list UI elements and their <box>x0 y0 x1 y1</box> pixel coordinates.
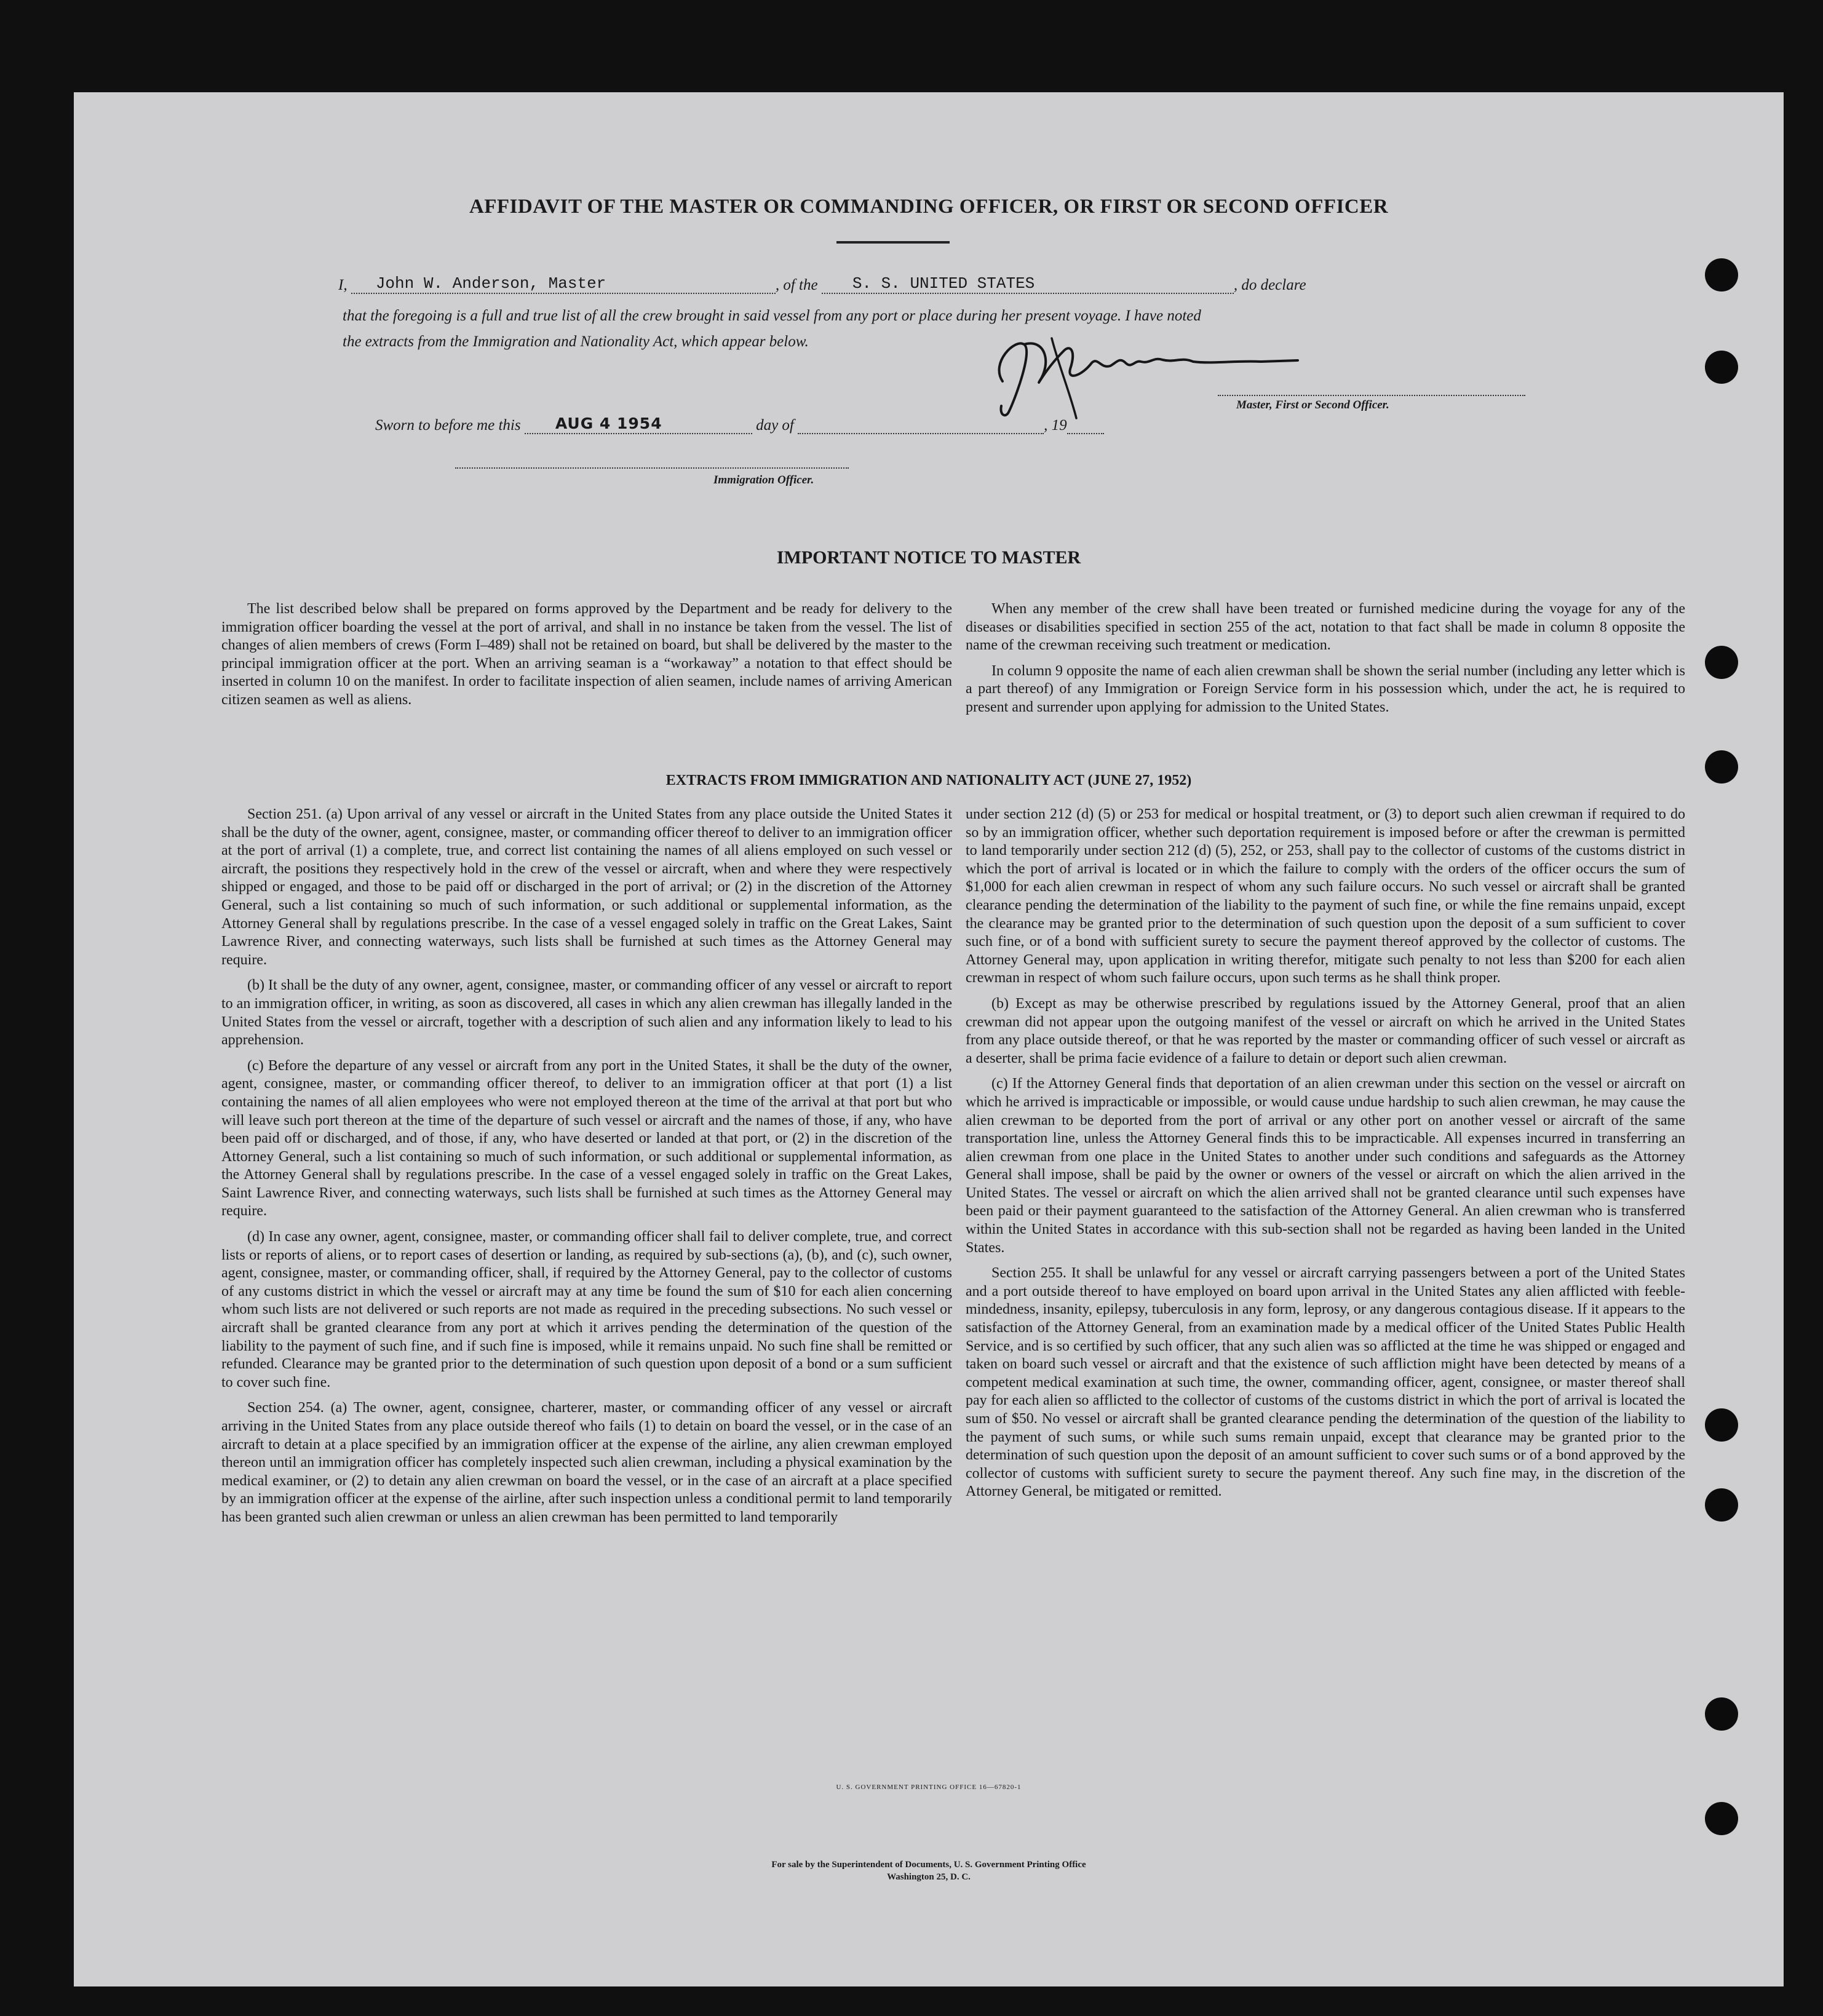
binder-hole <box>1705 1697 1738 1731</box>
sworn-date-field <box>525 415 752 434</box>
date-stamp: AUG 4 1954 <box>555 415 662 432</box>
binder-hole <box>1705 1408 1738 1442</box>
notice-heading: IMPORTANT NOTICE TO MASTER <box>776 547 1081 568</box>
printing-office-line: U. S. GOVERNMENT PRINTING OFFICE 16—67820-1 <box>836 1784 1022 1791</box>
act-paragraph: (c) If the Attorney General finds that deportation of an alien crewman under this section on the vessel or aircraft on which he arrived is impracticable or impossible, or would cause undue hardship to such alien crewman, he may cause the alien crewman to be deported from the port of arrival or any other port on another vessel or aircraft of the same transportation line, unless the Attorney General finds this to be impracticable. All expenses incurred in transferring an alien crewman from one place in the United States to another under such conditions and safeguards as the Attorney General shall impose, shall be paid by the owner or owners of the vessel or aircraft on which the alien arrived in the United States. The vessel or aircraft on which the alien arrived shall not be granted clearance until such expenses have been paid or their payment guaranteed to the satisfaction of the Attorney General. An alien crewman who is transferred within the United States in accordance with this sub-section shall not be regarded as having been landed in the United States. <box>966 1076 1685 1256</box>
of-the-label: , of the <box>775 277 818 293</box>
notice-right-column <box>966 600 1685 724</box>
officer-caption: Immigration Officer. <box>713 474 814 486</box>
i-label: I, <box>338 277 348 293</box>
footer-line-1: For sale by the Superintendent of Documents, U. S. Government Printing Office <box>771 1860 1086 1870</box>
form-page <box>74 92 1784 1986</box>
act-paragraph: (d) In case any owner, agent, consignee, master, or commanding officer shall fail to deliver complete, true, and correct lists or reports of aliens, or to report cases of desertion or landing, as required by sub-sections (a), (b), and (c), such owner, agent, consignee, master, or commanding officer, shall, if required by the Attorney General, pay to the collector of customs of any customs district in which the vessel or aircraft may at any time be found the sum of $10 for each alien concerning whom such lists are not delivered or such reports are not made as required in the preceding subsections. No such vessel or aircraft shall be granted clearance from any port at which it arrives pending the determination of the question of the liability to the payment of such fine, and if such fine is imposed, while it remains unpaid. No such fine shall be remitted or refunded. Clearance may be granted prior to the determination of such question upon deposit of a bond or a sum sufficient to cover such fine. <box>221 1229 952 1391</box>
extracts-left-column <box>221 806 952 1534</box>
binder-hole <box>1705 646 1738 679</box>
notice-left-column <box>221 600 952 717</box>
declarant-name: John W. Anderson, Master <box>375 274 606 293</box>
officer-signature-line <box>455 467 849 469</box>
extracts-heading: EXTRACTS FROM IMMIGRATION AND NATIONALITY ACT (JUNE 27, 1952) <box>665 772 1192 788</box>
affidavit-title: AFFIDAVIT OF THE MASTER OR COMMANDING OFFICER, OR FIRST OR SECOND OFFICER <box>469 196 1389 218</box>
act-paragraph: Section 251. (a) Upon arrival of any vessel or aircraft in the United States from any place outside the United States it shall be the duty of the owner, agent, consignee, master, or commanding officer thereof to deliver to an immigration officer at the port of arrival (1) a complete, true, and correct list containing the names of all aliens employed on such vessel or aircraft, the positions they respectively hold in the crew of the vessel or aircraft, when and where they were respectively shipped or engaged, and those to be paid off or discharged in the port of arrival; or (2) in the discretion of the Attorney General, such a list containing so much of such information, or such additional or supplemental information, as the Attorney General shall by regulations prescribe. In the case of a vessel engaged solely in traffic on the Great Lakes, Saint Lawrence River, and connecting waterways, such lists shall be furnished at such times as the Attorney General may require. <box>221 806 952 968</box>
notice-paragraph: The list described below shall be prepared on forms approved by the Department and be ready for delivery to the immigration officer boarding the vessel at the port of arrival, and shall in no instance be taken from the vessel. The list of changes of alien members of crews (Form I–489) shall not be retained on board, but shall be delivered by the master to the principal immigration officer at the port. When an arriving seaman is a “workaway” a notation to that effect should be inserted in column 10 on the manifest. In order to facilitate inspection of alien seamen, include names of arriving American citizen seamen as well as aliens. <box>221 601 952 708</box>
act-paragraph: Section 255. It shall be unlawful for any vessel or aircraft carrying passengers between a port of the United States and a port outside thereof to have employed on board upon arrival in the United States any alien afflicted with feeble-mindedness, insanity, epilepsy, tuberculosis in any form, leprosy, or any dangerous contagious disease. If it appears to the satisfaction of the Attorney General, from an examination made by a medical officer of the United States Public Health Service, and is so certified by such officer, that any such alien was so afflicted at the time he was shipped or engaged and taken on board such vessel or aircraft and that the existence of such affliction might have been detected by means of a competent medical examination at such time, the owner, commanding officer, agent, consignee, or master thereof shall pay for each alien so afflicted to the collector of customs of the customs district in which the port of arrival is located the sum of $50. No vessel or aircraft shall be granted clearance pending the determination of the question of the liability to the payment of such sums, or while such sums remain unpaid, except that clearance may be granted prior to the determination of such question upon the deposit of an amount sufficient to cover such sums or of a bond approved by the collector of customs with sufficient surety to secure the payment thereof. Any such fine may, in the discretion of the Attorney General, be mitigated or remitted. <box>966 1265 1685 1500</box>
month-field <box>798 416 1044 434</box>
day-of-label: day of <box>756 417 794 434</box>
signature-line <box>1218 395 1525 396</box>
vessel-field <box>822 274 1234 294</box>
year-field <box>1067 416 1104 434</box>
sworn-label: Sworn to before me this <box>375 417 521 434</box>
title-divider <box>836 241 950 244</box>
act-paragraph: (b) It shall be the duty of any owner, agent, consignee, master, or commanding officer of any vessel or aircraft to report to an immigration officer, in writing, as soon as discovered, all cases in which any alien crewman has illegally landed in the United States from the vessel or aircraft, together with a description of such alien and any information likely to lead to his apprehension. <box>221 977 952 1049</box>
extracts-right-column <box>966 806 1685 1509</box>
act-paragraph: under section 212 (d) (5) or 253 for medical or hospital treatment, or (3) to deport such alien crewman if required to do so by an immigration officer, whether such deportation requirement is imposed before or after the crewman is permitted to land temporarily under section 212 (d) (5), 252, or 253, shall pay to the collector of customs of the customs district in which the port of arrival is located or in which the failure to comply with the orders of the officer occurs the sum of $1,000 for each alien crewman in respect of whom any such failure occurs. No such vessel or aircraft shall be granted clearance pending the determination of the liability to the payment of such fine, or while the fine remains unpaid, except the clearance may be granted prior to the determination of such question upon the deposit of a sum sufficient to cover such fine, or of a bond with sufficient surety to secure the payment thereof approved by the collector of customs. The Attorney General may, upon application in writing therefor, mitigate such penalty to not less than $200 for each alien crewman in respect of whom such failure occurs, upon such terms as he shall think proper. <box>966 806 1685 986</box>
binder-hole <box>1705 1802 1738 1835</box>
binder-hole <box>1705 1488 1738 1522</box>
declarant-field <box>351 274 776 294</box>
statement-line-2: the extracts from the Immigration and Nationality Act, which appear below. <box>343 333 809 350</box>
statement-line-1: that the foregoing is a full and true list of all the crew brought in said vessel from any port or place during her present voyage. I have noted <box>343 308 1201 324</box>
notice-paragraph: In column 9 opposite the name of each alien crewman shall be shown the serial number (including any letter which is a part thereof) of any Immigration or Foreign Service form in his possession which, under the act, he is required to present and surrender upon applying for admission to the United States. <box>966 662 1685 715</box>
act-paragraph: Section 254. (a) The owner, agent, consignee, charterer, master, or commanding officer of any vessel or aircraft arriving in the United States from any place outside thereof who fails (1) to detain on board the vessel, or in the case of an aircraft to detain at a place specified by an immigration officer at the expense of the airline, any alien crewman employed thereon until an immigration officer has completely inspected such alien crewman, including a physical examination by the medical examiner, or (2) to detain any alien crewman on board the vessel, or in the case of an aircraft at a place specified by an immigration officer at the expense of the airline, after such inspection unless a conditional permit to land temporarily has been granted such alien crewman or unless an alien crewman has been permitted to land temporarily <box>221 1400 952 1525</box>
act-paragraph: (b) Except as may be otherwise prescribed by regulations issued by the Attorney General, proof that an alien crewman did not appear upon the outgoing manifest of the vessel or aircraft on which he arrived in the United States from any place outside thereof, or that he was reported by the master or commanding officer of such vessel or aircraft as a deserter, shall be prima facie evidence of a failure to detain or deport such alien crewman. <box>966 995 1685 1066</box>
signature-caption: Master, First or Second Officer. <box>1236 399 1389 411</box>
year-label: , 19 <box>1044 417 1067 434</box>
footer-line-2: Washington 25, D. C. <box>887 1872 971 1882</box>
do-declare-label: , do declare <box>1233 277 1306 293</box>
act-paragraph: (c) Before the departure of any vessel or aircraft from any port in the United States, it shall be the duty of the owner, agent, consignee, master, or commanding officer thereof, to deliver to an immigration officer at that port (1) a list containing the names of all alien employees who were not employed thereon at the time of the arrival at that port but who will leave such port thereon at the time of the departure of such vessel or aircraft and the names of those, if any, who have been paid off or discharged, and of those, if any, who have deserted or landed at that port, or (2) in the discretion of the Attorney General, such a list containing so much of such information, or such additional or supplemental information, as the Attorney General shall by regulations prescribe. In the case of a vessel engaged solely in traffic on the Great Lakes, Saint Lawrence River, and connecting waterways, such lists shall be furnished at such times as the Attorney General may require. <box>221 1057 952 1220</box>
vessel-name: S. S. UNITED STATES <box>852 274 1035 293</box>
sworn-line <box>375 415 1104 434</box>
declaration-line <box>338 274 1306 294</box>
notice-paragraph: When any member of the crew shall have been treated or furnished medicine during the voyage for any of the diseases or disabilities specified in section 255 of the act, notation to that fact shall be made in column 8 opposite the name of the crewman receiving such treatment or medication. <box>966 601 1685 654</box>
binder-hole <box>1705 258 1738 292</box>
binder-hole <box>1705 351 1738 384</box>
